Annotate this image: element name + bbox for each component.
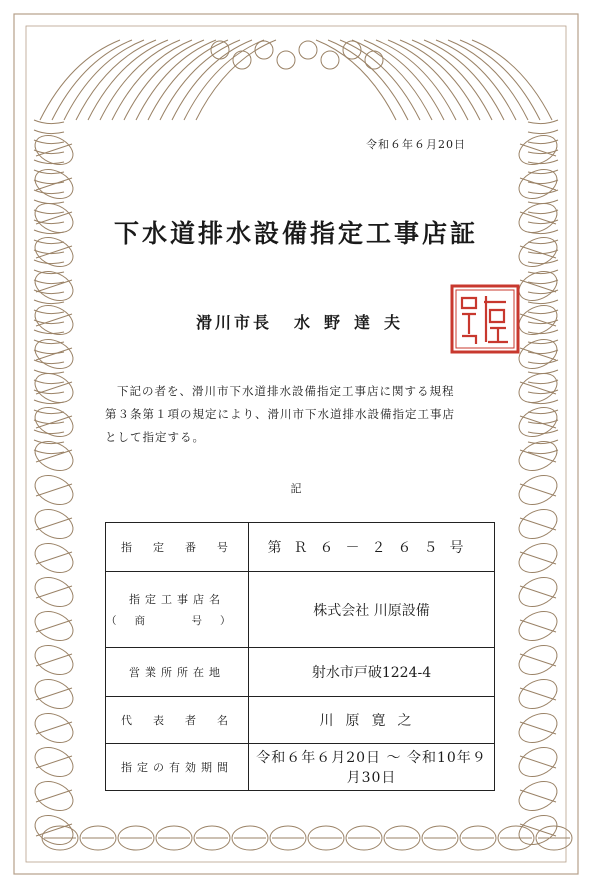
value-office-address: 射水市戸破1224-4 (249, 648, 495, 697)
label-representative: 代 表 者 名 (106, 697, 249, 744)
official-seal (450, 284, 520, 354)
issuer-line (196, 310, 414, 333)
designation-table (105, 522, 495, 791)
label-contractor-name (106, 572, 249, 648)
body-line-1: 下記の者を、滑川市下水道排水設備指定工事店に関する規程 (117, 384, 455, 398)
certificate-body (105, 380, 495, 449)
ki-heading: 記 (290, 482, 302, 495)
value-representative: 川原寛之 (249, 697, 495, 744)
value-designation-number: 第Ｒ６－２６５号 (249, 523, 495, 572)
table-row (106, 697, 495, 744)
issuer-name: 水野達夫 (294, 313, 415, 332)
value-validity-period: 令和６年６月20日 ～ 令和10年９月30日 (249, 744, 495, 791)
label-contractor-name-main: 指定工事店名 (129, 593, 225, 606)
body-line-3: として指定する。 (105, 430, 205, 444)
issuer-title: 滑川市長 (196, 313, 273, 332)
body-line-2: 第３条第１項の規定により、滑川市下水道排水設備指定工事店 (105, 407, 455, 421)
label-contractor-name-sub: （商 号） (106, 615, 249, 627)
certificate-title: 下水道排水設備指定工事店証 (113, 219, 478, 248)
table-row (106, 648, 495, 697)
label-designation-number: 指 定 番 号 (106, 523, 249, 572)
table-row (106, 572, 495, 648)
issue-date: 令和６年６月20日 (366, 138, 466, 151)
label-office-address: 営業所所在地 (106, 648, 249, 697)
label-validity-period: 指定の有効期間 (106, 744, 249, 791)
value-contractor-name: 株式会社 川原設備 (249, 572, 495, 648)
table-row (106, 744, 495, 791)
table-row (106, 523, 495, 572)
